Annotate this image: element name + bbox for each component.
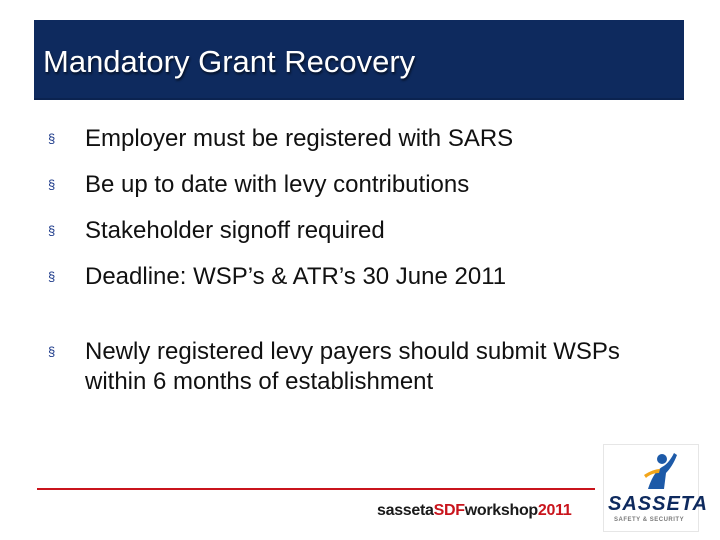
logo-wordmark: SASSETA	[608, 493, 708, 515]
bullet-list	[45, 124, 685, 413]
bullet-text: Employer must be registered with SARS	[85, 125, 514, 152]
bullet-text: Deadline: WSP’s & ATR’s 30 June 2011	[85, 263, 507, 290]
bullet-item	[45, 337, 685, 397]
bullet-text: Be up to date with levy contributions	[85, 171, 470, 198]
bullet-marker-icon: §	[48, 269, 56, 284]
bullet-group-spacer	[45, 308, 685, 337]
bullet-item	[45, 216, 685, 246]
footer-divider	[37, 488, 595, 490]
logo-tagline: SAFETY & SECURITY	[614, 517, 685, 523]
sasseta-logo	[603, 444, 708, 532]
footer-brand-name: sasseta	[377, 502, 434, 519]
bullet-item	[45, 124, 685, 154]
footer-branding	[377, 502, 571, 520]
bullet-marker-icon: §	[48, 131, 56, 146]
footer-brand-year: 2011	[537, 502, 572, 519]
slide-title: Mandatory Grant Recovery	[43, 44, 416, 79]
bullet-item	[45, 262, 685, 292]
bullet-marker-icon: §	[48, 177, 56, 192]
bullet-marker-icon: §	[48, 344, 56, 359]
bullet-text: Newly registered levy payers should submit WSPs within 6 months of establishment	[85, 338, 620, 395]
title-bar	[34, 20, 684, 100]
bullet-marker-icon: §	[48, 223, 56, 238]
bullet-text: Stakeholder signoff required	[85, 217, 385, 244]
footer-brand-workshop: workshop	[464, 502, 538, 519]
footer-brand-sdf: SDF	[433, 502, 465, 519]
bullet-item	[45, 170, 685, 200]
